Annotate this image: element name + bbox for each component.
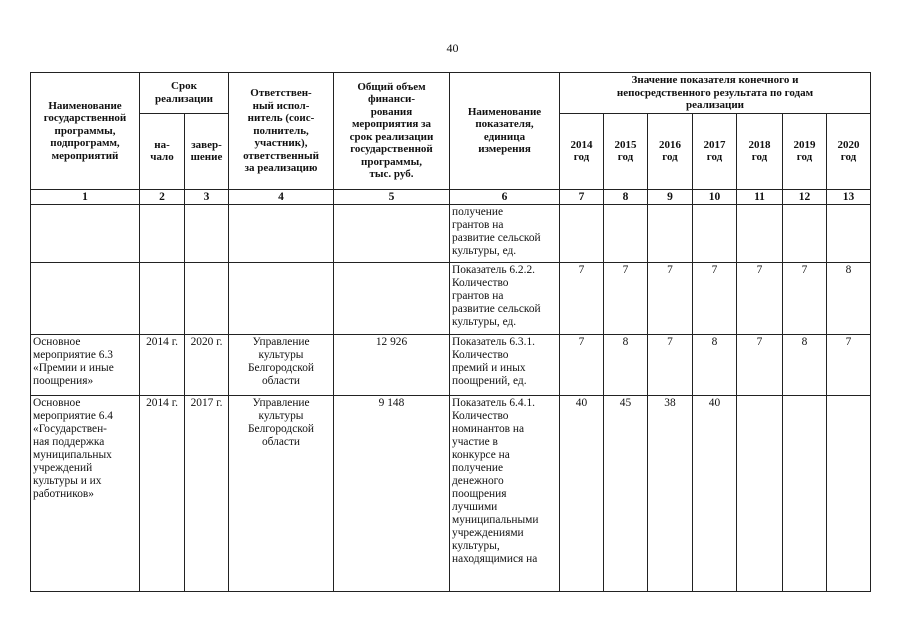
start-cell — [140, 262, 185, 334]
column-number: 5 — [334, 189, 450, 204]
value-cell-2017: 40 — [693, 395, 737, 591]
value-cell-2014 — [560, 204, 604, 262]
value-cell-2016: 7 — [648, 334, 693, 395]
value-cell-2017: 7 — [693, 262, 737, 334]
value-cell-2015: 8 — [604, 334, 648, 395]
table-row — [31, 395, 871, 591]
value-cell-2020 — [827, 395, 871, 591]
column-number: 4 — [229, 189, 334, 204]
start-cell: 2014 г. — [140, 334, 185, 395]
column-number: 7 — [560, 189, 604, 204]
table-row — [31, 262, 871, 334]
column-number: 12 — [783, 189, 827, 204]
table-row — [31, 334, 871, 395]
column-number: 8 — [604, 189, 648, 204]
value-cell-2014: 7 — [560, 334, 604, 395]
responsible-cell: Управление культуры Белгородской области — [229, 395, 334, 591]
value-cell-2016: 7 — [648, 262, 693, 334]
program-name-cell — [31, 262, 140, 334]
header-term: Срок реализации — [140, 73, 229, 114]
volume-cell: 12 926 — [334, 334, 450, 395]
value-cell-2017 — [693, 204, 737, 262]
header-values: Значение показателя конечного и непосредственного результата по годам реализации — [560, 73, 871, 114]
header-year-2015: 2015 год — [604, 113, 648, 189]
volume-cell: 9 148 — [334, 395, 450, 591]
value-cell-2019: 8 — [783, 334, 827, 395]
value-cell-2014: 7 — [560, 262, 604, 334]
value-cell-2020 — [827, 204, 871, 262]
value-cell-2018: 7 — [737, 262, 783, 334]
header-year-2017: 2017 год — [693, 113, 737, 189]
value-cell-2015: 7 — [604, 262, 648, 334]
indicators-table — [30, 72, 871, 592]
responsible-cell: Управление культуры Белгородской области — [229, 334, 334, 395]
value-cell-2019: 7 — [783, 262, 827, 334]
indicator-cell: Показатель 6.4.1. Количество номинантов на участие в конкурсе на получение денежного поощрения лучшими муниципальными учреждениями культуры, находящимися на — [450, 395, 560, 591]
value-cell-2016: 38 — [648, 395, 693, 591]
value-cell-2019 — [783, 395, 827, 591]
end-cell: 2020 г. — [185, 334, 229, 395]
column-number: 11 — [737, 189, 783, 204]
value-cell-2015 — [604, 204, 648, 262]
indicator-cell: Показатель 6.2.2. Количество грантов на развитие сельской культуры, ед. — [450, 262, 560, 334]
end-cell: 2017 г. — [185, 395, 229, 591]
column-number: 3 — [185, 189, 229, 204]
value-cell-2018 — [737, 395, 783, 591]
end-cell — [185, 204, 229, 262]
column-number: 2 — [140, 189, 185, 204]
program-name-cell: Основное мероприятие 6.4 «Государствен- ная поддержка муниципальных учреждений культуры и их работников» — [31, 395, 140, 591]
column-numbers-row — [31, 189, 871, 204]
indicator-cell: получение грантов на развитие сельской культуры, ед. — [450, 204, 560, 262]
header-responsible: Ответствен- ный испол- нитель (соис- полнитель, участник), ответственный за реализацию — [229, 73, 334, 190]
value-cell-2016 — [648, 204, 693, 262]
volume-cell — [334, 262, 450, 334]
start-cell: 2014 г. — [140, 395, 185, 591]
value-cell-2020: 8 — [827, 262, 871, 334]
header-year-2019: 2019 год — [783, 113, 827, 189]
start-cell — [140, 204, 185, 262]
header-end: завер- шение — [185, 113, 229, 189]
end-cell — [185, 262, 229, 334]
volume-cell — [334, 204, 450, 262]
value-cell-2018 — [737, 204, 783, 262]
value-cell-2015: 45 — [604, 395, 648, 591]
header-year-2016: 2016 год — [648, 113, 693, 189]
header-funding-volume: Общий объем финанси- рования мероприятия за срок реализации государственной программы, тыс. руб. — [334, 73, 450, 190]
column-number: 6 — [450, 189, 560, 204]
column-number: 10 — [693, 189, 737, 204]
responsible-cell — [229, 262, 334, 334]
header-indicator: Наименование показателя, единица измерения — [450, 73, 560, 190]
column-number: 9 — [648, 189, 693, 204]
table-row — [31, 204, 871, 262]
header-start: на- чало — [140, 113, 185, 189]
program-name-cell: Основное мероприятие 6.3 «Премии и иные поощрения» — [31, 334, 140, 395]
value-cell-2019 — [783, 204, 827, 262]
value-cell-2014: 40 — [560, 395, 604, 591]
program-name-cell — [31, 204, 140, 262]
header-program-name: Наименование государственной программы, подпрограмм, мероприятий — [31, 73, 140, 190]
value-cell-2017: 8 — [693, 334, 737, 395]
column-number: 1 — [31, 189, 140, 204]
value-cell-2020: 7 — [827, 334, 871, 395]
header-year-2020: 2020 год — [827, 113, 871, 189]
responsible-cell — [229, 204, 334, 262]
column-number: 13 — [827, 189, 871, 204]
indicator-cell: Показатель 6.3.1. Количество премий и иных поощрений, ед. — [450, 334, 560, 395]
header-year-2018: 2018 год — [737, 113, 783, 189]
header-year-2014: 2014 год — [560, 113, 604, 189]
page-number: 40 — [446, 41, 459, 55]
value-cell-2018: 7 — [737, 334, 783, 395]
